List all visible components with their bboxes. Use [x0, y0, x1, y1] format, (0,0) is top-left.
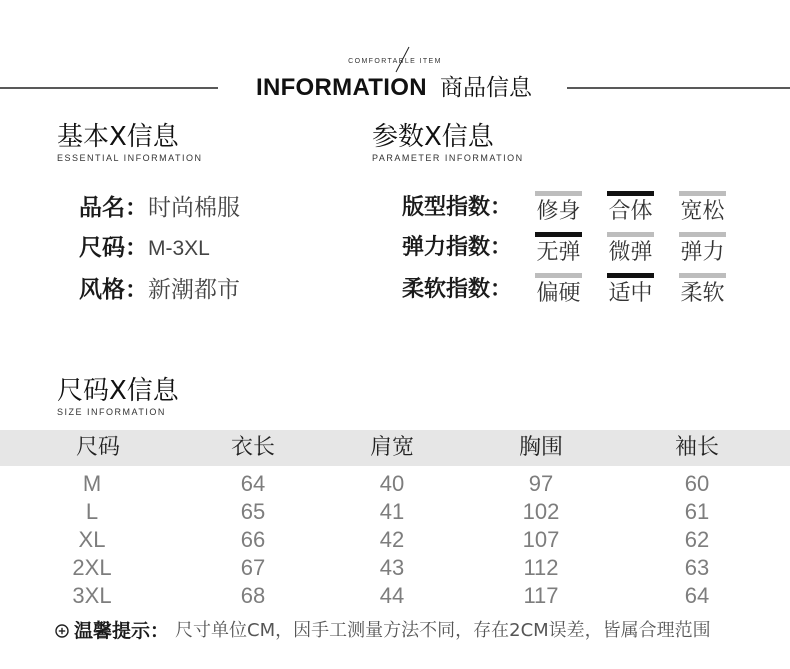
header-eyebrow: COMFORTABLE ITEM — [348, 58, 442, 65]
table-row — [0, 557, 790, 579]
option-indicator-bar — [607, 232, 654, 237]
param-label-fit: 版型指数： — [402, 195, 513, 220]
option-indicator-bar — [535, 191, 582, 196]
header-title-cn: 商品信息 — [440, 75, 532, 101]
size-table-header-cell: 衣长 — [230, 435, 275, 460]
param-option — [607, 273, 654, 305]
table-cell: 60 — [684, 471, 710, 496]
table-cell: 44 — [379, 583, 405, 608]
table-cell: 66 — [240, 527, 266, 552]
option-indicator-bar — [535, 273, 582, 278]
size-table-header-cell: 尺码 — [75, 435, 120, 460]
size-table-header-cell: 肩宽 — [369, 435, 414, 460]
param-label-stretch: 弹力指数： — [402, 235, 513, 260]
size-table-header-cell: 袖长 — [674, 435, 719, 460]
option-indicator-bar — [679, 191, 726, 196]
option-label: 适中 — [608, 281, 653, 306]
info-value: 时尚棉服 — [148, 195, 240, 221]
table-cell: 67 — [240, 555, 266, 580]
footer-tip — [55, 620, 711, 642]
table-cell: 97 — [528, 471, 554, 496]
info-label: 风格： — [79, 277, 148, 303]
info-label: 品名： — [79, 195, 148, 221]
param-option — [535, 191, 582, 223]
basic-section-title: 基本X信息 — [57, 122, 179, 152]
footer-tip-text: 尺寸单位CM，因手工测量方法不同，存在2CM误差，皆属合理范围 — [175, 620, 711, 641]
info-label: 尺码： — [79, 235, 148, 261]
option-indicator-bar — [679, 273, 726, 278]
param-option — [679, 232, 726, 264]
table-cell: 68 — [240, 583, 266, 608]
table-cell: 64 — [684, 583, 710, 608]
param-option — [679, 191, 726, 223]
table-cell-size: 3XL — [72, 583, 112, 608]
table-row — [0, 473, 790, 495]
table-row — [0, 529, 790, 551]
table-cell: 41 — [379, 499, 405, 524]
option-label: 弹力 — [680, 240, 725, 265]
info-value: 新潮都市 — [148, 277, 240, 303]
table-cell-size: 2XL — [72, 555, 112, 580]
table-row — [0, 585, 790, 607]
table-row — [0, 501, 790, 523]
info-row-size — [79, 237, 210, 260]
table-cell: 64 — [240, 471, 266, 496]
option-label: 微弹 — [608, 240, 653, 265]
params-section-title: 参数X信息 — [372, 122, 494, 152]
size-section-title: 尺码X信息 — [57, 376, 179, 406]
option-indicator-bar — [607, 273, 654, 278]
option-label: 柔软 — [680, 281, 725, 306]
table-cell: 42 — [379, 527, 405, 552]
table-cell-size: XL — [78, 527, 106, 552]
params-section-subtitle: PARAMETER INFORMATION — [372, 153, 524, 163]
info-row-style — [79, 279, 240, 302]
param-label-softness: 柔软指数： — [402, 277, 513, 302]
table-cell-size: L — [85, 499, 99, 524]
param-option — [607, 191, 654, 223]
option-label: 合体 — [608, 199, 653, 224]
info-row-name — [79, 197, 240, 220]
option-label: 偏硬 — [536, 281, 581, 306]
table-cell-size: M — [82, 471, 102, 496]
table-cell: 63 — [684, 555, 710, 580]
info-value: M-3XL — [148, 237, 210, 260]
table-cell: 61 — [684, 499, 710, 524]
footer-tip-label: 温馨提示： — [74, 620, 170, 642]
size-table-header-cell: 胸围 — [518, 435, 563, 460]
table-cell: 65 — [240, 499, 266, 524]
table-cell: 102 — [522, 499, 560, 524]
size-section-subtitle: SIZE INFORMATION — [57, 407, 166, 417]
table-cell: 43 — [379, 555, 405, 580]
basic-section-subtitle: ESSENTIAL INFORMATION — [57, 153, 203, 163]
option-indicator-bar — [607, 191, 654, 196]
table-cell: 112 — [523, 555, 559, 580]
param-option — [535, 232, 582, 264]
option-label: 无弹 — [536, 240, 581, 265]
param-option — [679, 273, 726, 305]
table-cell: 40 — [379, 471, 405, 496]
table-cell: 62 — [684, 527, 710, 552]
option-indicator-bar — [535, 232, 582, 237]
header-title-en: INFORMATION — [256, 74, 427, 101]
table-cell: 117 — [523, 583, 559, 608]
param-option — [607, 232, 654, 264]
option-label: 修身 — [536, 199, 581, 224]
option-indicator-bar — [679, 232, 726, 237]
option-label: 宽松 — [680, 199, 725, 224]
param-option — [535, 273, 582, 305]
plus-circle-icon — [55, 624, 69, 638]
table-cell: 107 — [522, 527, 560, 552]
